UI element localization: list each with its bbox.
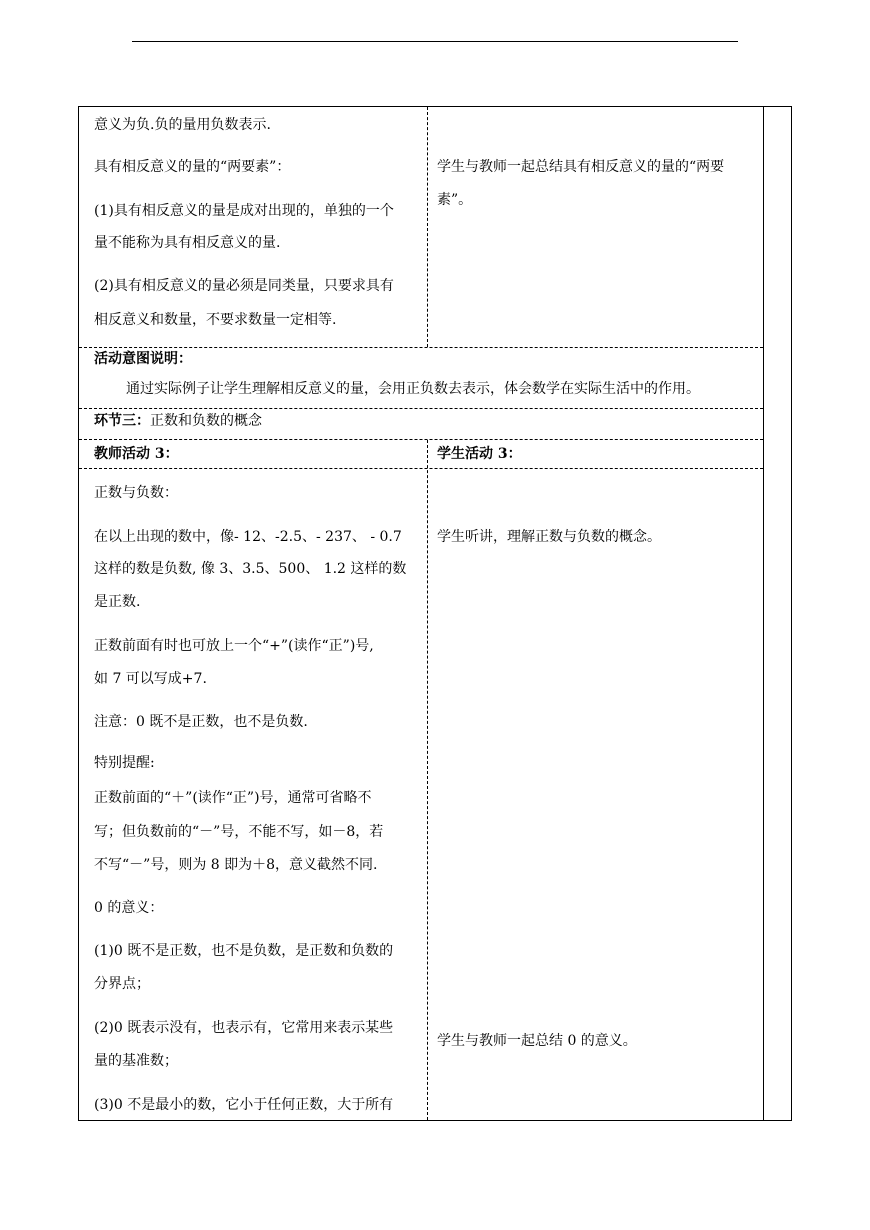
column-divider-bottom: [427, 440, 428, 1120]
teacher-text-line: 正数与负数：: [94, 485, 178, 501]
teacher-text-line: 不写“－”号，则为 8 即为＋8，意义截然不同.: [94, 857, 378, 873]
teacher-text-line: (1)0 既不是正数，也不是负数，是正数和负数的: [94, 943, 394, 959]
teacher-text-line: 写；但负数前的“－”号，不能不写，如－8，若: [94, 824, 384, 840]
student-note: 学生与教师一起总结 0 的意义。: [437, 1033, 637, 1049]
teacher-text-line: 量的基准数；: [94, 1053, 178, 1069]
stage-heading: [94, 411, 262, 431]
row-divider: [79, 408, 763, 409]
teacher-text-line: (2)具有相反意义的量必须是同类量，只要求具有: [94, 278, 394, 294]
header-rule: [132, 41, 738, 42]
intent-text: 通过实际例子让学生理解相反意义的量，会用正负数去表示，体会数学在实际生活中的作用。: [126, 381, 700, 397]
teacher-text-line: 如 7 可以写成+7.: [94, 671, 207, 687]
teacher-text-line: 在以上出现的数中，像- 12、-2.5、- 237、 - 0.7: [94, 529, 402, 545]
row-divider: [79, 347, 763, 348]
teacher-text-line: 0 的意义：: [94, 900, 164, 916]
stage-label: 环节三：: [94, 413, 150, 429]
teacher-text-line: 这样的数是负数, 像 3、3.5、500、 1.2 这样的数: [94, 561, 407, 577]
lesson-table: [78, 106, 792, 1121]
teacher-text-line: 意义为负.负的量用负数表示.: [94, 117, 271, 133]
teacher-text-line: (3)0 不是最小的数，它小于任何正数，大于所有: [94, 1097, 394, 1113]
teacher-text-line: 具有相反意义的量的“两要素”：: [94, 159, 291, 175]
teacher-text-line: 正数前面的“＋”(读作“正”)号，通常可省略不: [94, 790, 372, 806]
student-note: 学生听讲，理解正数与负数的概念。: [437, 529, 661, 545]
teacher-text-line: 量不能称为具有相反意义的量.: [94, 235, 281, 251]
teacher-text-line: 分界点；: [94, 976, 150, 992]
teacher-text-line: 正数前面有时也可放上一个“+”(读作“正”)号,: [94, 638, 374, 654]
teacher-text-line: (1)具有相反意义的量是成对出现的，单独的一个: [94, 203, 394, 219]
teacher-activity-heading: 教师活动 3：: [94, 446, 179, 462]
stage-title: 正数和负数的概念: [150, 413, 262, 429]
teacher-text-line: 是正数.: [94, 594, 141, 610]
column-divider-top: [427, 107, 428, 347]
intent-heading: 活动意图说明：: [94, 351, 192, 367]
student-text-line: 素”。: [437, 192, 473, 208]
right-margin-column-line: [763, 106, 764, 1121]
row-divider: [79, 439, 763, 440]
student-text-line: 学生与教师一起总结具有相反意义的量的“两要: [437, 159, 725, 175]
teacher-text-line: 特别提醒:: [94, 755, 155, 771]
student-activity-heading: 学生活动 3：: [437, 446, 522, 462]
teacher-text-line: 相反意义和数量，不要求数量一定相等.: [94, 312, 337, 328]
teacher-text-line: 注意：0 既不是正数，也不是负数.: [94, 714, 308, 730]
header-underline: [79, 468, 763, 469]
teacher-text-line: (2)0 既表示没有，也表示有，它常用来表示某些: [94, 1020, 394, 1036]
